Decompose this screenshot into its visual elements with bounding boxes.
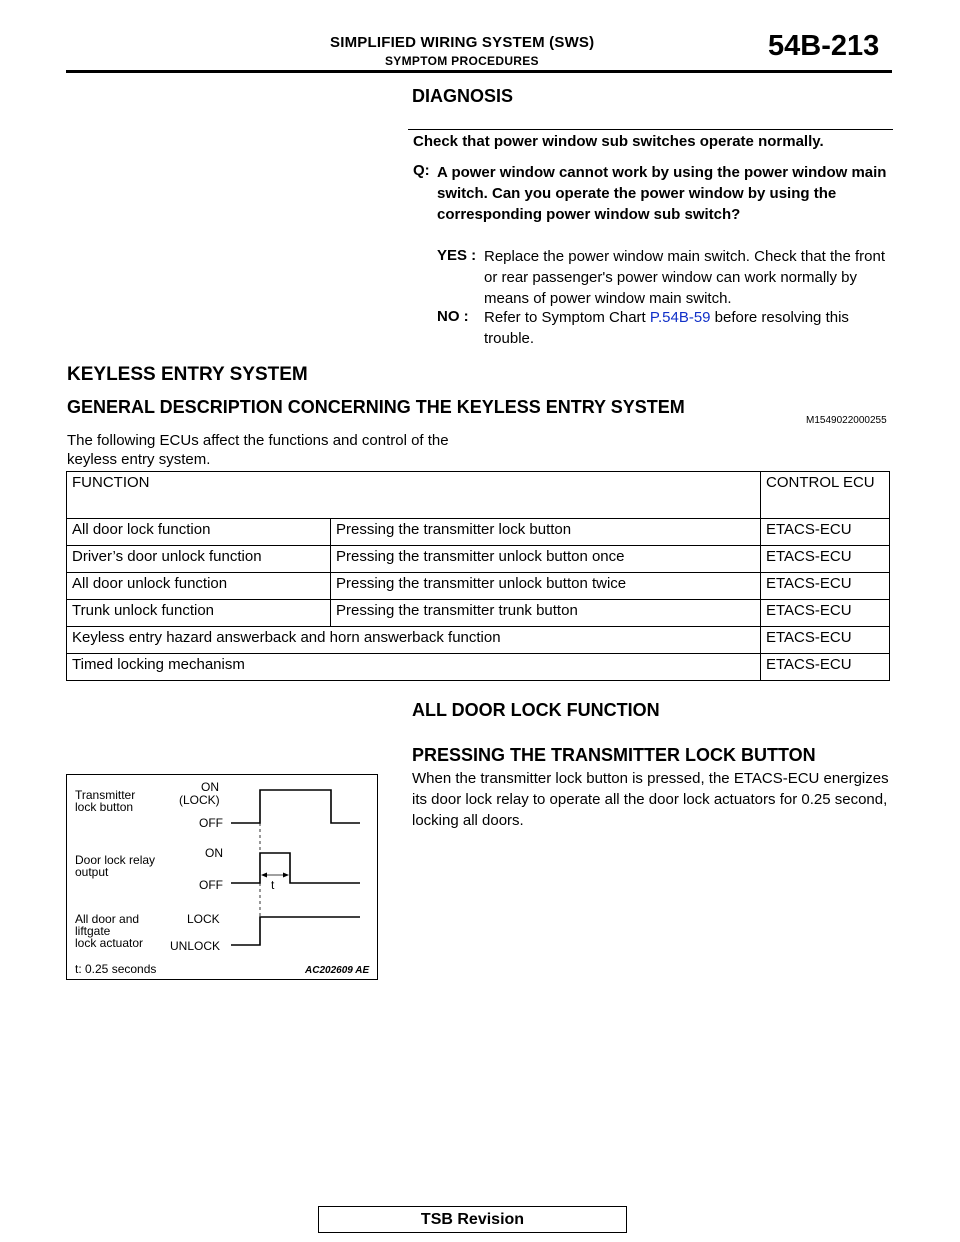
cell-operation: Pressing the transmitter unlock button once — [331, 546, 761, 573]
all-door-lock-heading: ALL DOOR LOCK FUNCTION — [412, 700, 660, 720]
relay-label: Door lock relay output — [75, 853, 156, 879]
diagnosis-heading: DIAGNOSIS — [412, 86, 514, 106]
table-row — [67, 654, 890, 681]
cell-function: All door lock function — [67, 519, 331, 546]
cell-ecu: ETACS-ECU — [761, 600, 890, 627]
cell-operation: Pressing the transmitter unlock button twice — [331, 573, 761, 600]
table-row — [67, 546, 890, 573]
actuator-label: All door and liftgate lock actuator — [75, 912, 144, 950]
cell-function: Timed locking mechanism — [67, 654, 761, 681]
header-divider — [66, 70, 892, 73]
table-row — [67, 627, 890, 654]
page-number: 54B-213 — [768, 30, 880, 62]
no-label: NO : — [437, 308, 469, 325]
no-text — [484, 307, 894, 349]
t-arrow-right — [283, 873, 289, 878]
figure-id: AC202609 AE — [305, 965, 370, 976]
cell-function: Trunk unlock function — [67, 600, 331, 627]
cell-ecu: ETACS-ECU — [761, 546, 890, 573]
figure-note: t: 0.25 seconds — [75, 962, 157, 976]
cell-ecu: ETACS-ECU — [761, 627, 890, 654]
symptom-chart-link[interactable]: P.54B-59 — [649, 309, 711, 326]
header-function: FUNCTION — [67, 472, 761, 519]
cell-operation: Pressing the transmitter trunk button — [331, 600, 761, 627]
cell-function: Keyless entry hazard answerback and horn answerback function — [67, 627, 761, 654]
keyless-entry-heading: KEYLESS ENTRY SYSTEM — [67, 364, 308, 385]
cell-function: All door unlock function — [67, 573, 331, 600]
transmitter-off-label: OFF — [199, 816, 223, 830]
relay-waveform — [231, 853, 360, 883]
document-id: M1549022000255 — [806, 415, 887, 426]
press-lock-button-heading: PRESSING THE TRANSMITTER LOCK BUTTON — [412, 745, 816, 765]
manual-subsection-title: SYMPTOM PROCEDURES — [385, 54, 539, 68]
transmitter-waveform — [231, 790, 360, 823]
yes-label: YES : — [437, 247, 477, 264]
header-control-ecu: CONTROL ECU — [761, 472, 890, 519]
transmitter-label: Transmitter lock button — [75, 788, 136, 814]
no-text-after: before resolving this trouble. — [484, 309, 849, 347]
table-row — [67, 519, 890, 546]
diagnosis-divider — [408, 129, 893, 130]
table-row — [67, 573, 890, 600]
diagnosis-check: Check that power window sub switches operate normally. — [413, 133, 824, 150]
table-row — [67, 600, 890, 627]
t-arrow-left — [261, 873, 267, 878]
cell-ecu: ETACS-ECU — [761, 573, 890, 600]
press-lock-button-text: When the transmitter lock button is pressed, the ETACS-ECU energizes its door lock relay to operate all the door lock actuators for 0.25 second, locking all doors. — [412, 770, 889, 829]
actuator-waveform — [231, 917, 360, 945]
cell-ecu: ETACS-ECU — [761, 654, 890, 681]
no-text-before: Refer to Symptom Chart — [484, 309, 650, 326]
actuator-lock-label: LOCK — [187, 912, 220, 926]
transmitter-lock-label: (LOCK) — [179, 793, 220, 807]
general-description-heading: GENERAL DESCRIPTION CONCERNING THE KEYLESS ENTRY SYSTEM — [67, 397, 685, 417]
cell-function: Driver’s door unlock function — [67, 546, 331, 573]
tsb-revision-box: TSB Revision — [318, 1206, 627, 1233]
relay-on-label: ON — [205, 846, 223, 860]
question-label: Q: — [413, 162, 430, 179]
transmitter-on-label: ON — [201, 780, 219, 794]
actuator-unlock-label: UNLOCK — [170, 939, 221, 953]
function-table — [66, 471, 890, 681]
keyless-intro-text: The following ECUs affect the functions and control of the keyless entry system. — [67, 432, 449, 468]
timing-diagram — [66, 774, 378, 980]
question-text: A power window cannot work by using the power window main switch. Can you operate the power window by using the corresponding power window sub switch? — [437, 164, 887, 223]
manual-section-title: SIMPLIFIED WIRING SYSTEM (SWS) — [330, 34, 595, 51]
t-marker-label: t — [271, 878, 275, 892]
table-header-row — [67, 472, 890, 519]
yes-text: Replace the power window main switch. Check that the front or rear passenger's power window can work normally by means of power window main switch. — [484, 248, 886, 307]
cell-ecu: ETACS-ECU — [761, 519, 890, 546]
cell-operation: Pressing the transmitter lock button — [331, 519, 761, 546]
relay-off-label: OFF — [199, 878, 223, 892]
